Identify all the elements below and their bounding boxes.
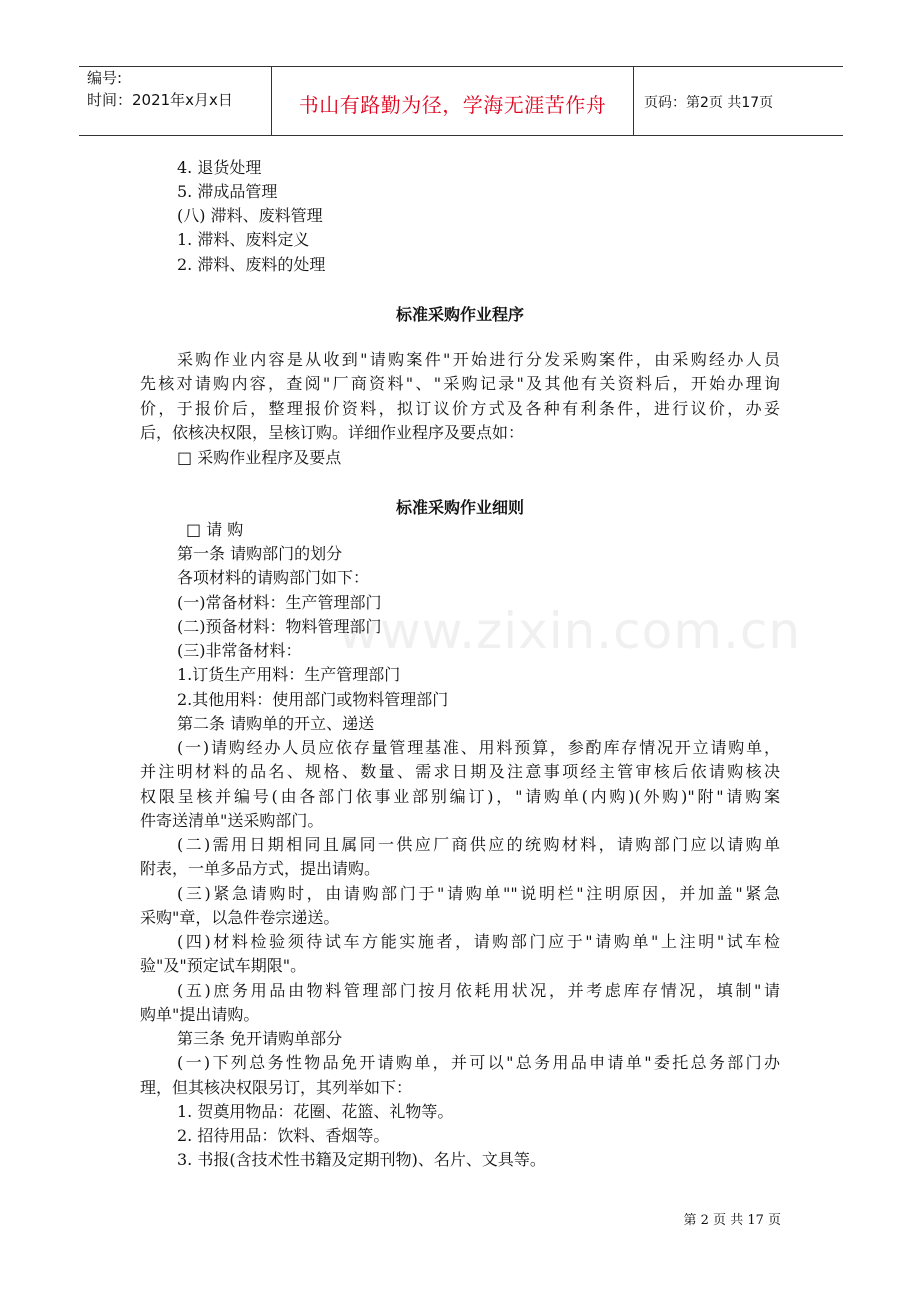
list-item: 2. 招待用品：饮料、香烟等。 bbox=[177, 1126, 390, 1145]
text-line: 并注明材料的品名、规格、数量、需求日期及注意事项经主管审核后依请购核决 bbox=[140, 762, 780, 781]
list-item: (八) 滞料、废料管理 bbox=[177, 206, 323, 225]
text-line: (五)庶务用品由物料管理部门按月依耗用状况，并考虑库存情况，填制"请 bbox=[177, 981, 780, 1000]
text-line: 采购"章，以急件卷宗递送。 bbox=[140, 908, 340, 927]
list-item: 3. 书报(含技术性书籍及定期刊物)、名片、文具等。 bbox=[177, 1150, 546, 1169]
text-line: 各项材料的请购部门如下： bbox=[177, 568, 370, 587]
text-line: (四)材料检验须待试车方能实施者，请购部门应于"请购单"上注明"试车检 bbox=[177, 932, 780, 951]
checkbox-item: □ 采购作业程序及要点 bbox=[177, 448, 342, 467]
list-item: 2. 滞料、废料的处理 bbox=[177, 255, 326, 274]
text-line: 理，但其核决权限另订，其列举如下： bbox=[140, 1078, 413, 1097]
text-line: (三)紧急请购时，由请购部门于"请购单""说明栏"注明原因，并加盖"紧急 bbox=[177, 884, 780, 903]
header-info-cell bbox=[79, 67, 272, 135]
text-line: (三)非常备材料： bbox=[177, 641, 302, 660]
header-slogan-cell bbox=[272, 67, 634, 135]
paragraph-line: 先核对请购内容，查阅"厂商资料"、"采购记录"及其他有关资料后，开始办理询 bbox=[140, 374, 780, 393]
watermark: www.zixin.com.cn bbox=[338, 602, 802, 660]
text-line: 2.其他用料：使用部门或物料管理部门 bbox=[177, 690, 449, 709]
text-line: 件寄送清单"送采购部门。 bbox=[140, 811, 324, 830]
list-item: 1. 贺奠用物品：花圈、花篮、礼物等。 bbox=[177, 1102, 454, 1121]
header-page-number: 页码：第2页 共17页 bbox=[644, 95, 774, 111]
text-line: (一)请购经办人员应依存量管理基准、用料预算，参酌库存情况开立请购单， bbox=[177, 738, 780, 757]
paragraph-line: 价，于报价后，整理报价资料，拟订议价方式及各种有利条件，进行议价，办妥 bbox=[140, 399, 780, 418]
text-line: 权限呈核并编号(由各部门依事业部别编订)，"请购单(内购)(外购)"附"请购案 bbox=[140, 787, 780, 806]
list-item: 4. 退货处理 bbox=[177, 158, 262, 177]
header-page-cell bbox=[634, 67, 843, 135]
document-date-label: 时间：2021年x月x日 bbox=[87, 91, 233, 109]
page-footer: 第 2 页 共 17 页 bbox=[683, 1213, 781, 1228]
text-line: 附表，一单多品方式，提出请购。 bbox=[140, 859, 381, 878]
text-line: 购单"提出请购。 bbox=[140, 1005, 260, 1024]
article-heading: 第二条 请购单的开立、递送 bbox=[177, 714, 375, 733]
section-title-rules: 标准采购作业细则 bbox=[395, 498, 524, 517]
text-line: 1.订货生产用料：生产管理部门 bbox=[177, 665, 401, 684]
text-line: 验"及"预定试车期限"。 bbox=[140, 956, 307, 975]
article-heading: 第三条 免开请购单部分 bbox=[177, 1029, 343, 1048]
paragraph-line: 采购作业内容是从收到"请购案件"开始进行分发采购案件，由采购经办人员 bbox=[177, 350, 780, 369]
document-code-label: 编号: bbox=[87, 69, 123, 87]
paragraph-line: 后，依核决权限，呈核订购。详细作业程序及要点如： bbox=[140, 423, 525, 442]
list-item: 5. 滞成品管理 bbox=[177, 182, 278, 201]
section-title-procedure: 标准采购作业程序 bbox=[395, 305, 524, 324]
list-item: 1. 滞料、废料定义 bbox=[177, 230, 310, 249]
text-line: (二)预备材料：物料管理部门 bbox=[177, 617, 382, 636]
subsection-heading: □ 请 购 bbox=[186, 520, 244, 539]
page-header bbox=[79, 66, 843, 136]
text-line: (二)需用日期相同且属同一供应厂商供应的统购材料，请购部门应以请购单 bbox=[177, 835, 780, 854]
text-line: (一)常备材料：生产管理部门 bbox=[177, 593, 382, 612]
article-heading: 第一条 请购部门的划分 bbox=[177, 544, 343, 563]
header-slogan: 书山有路勤为径，学海无涯苦作舟 bbox=[298, 93, 607, 117]
text-line: (一)下列总务性物品免开请购单，并可以"总务用品申请单"委托总务部门办 bbox=[177, 1053, 780, 1072]
